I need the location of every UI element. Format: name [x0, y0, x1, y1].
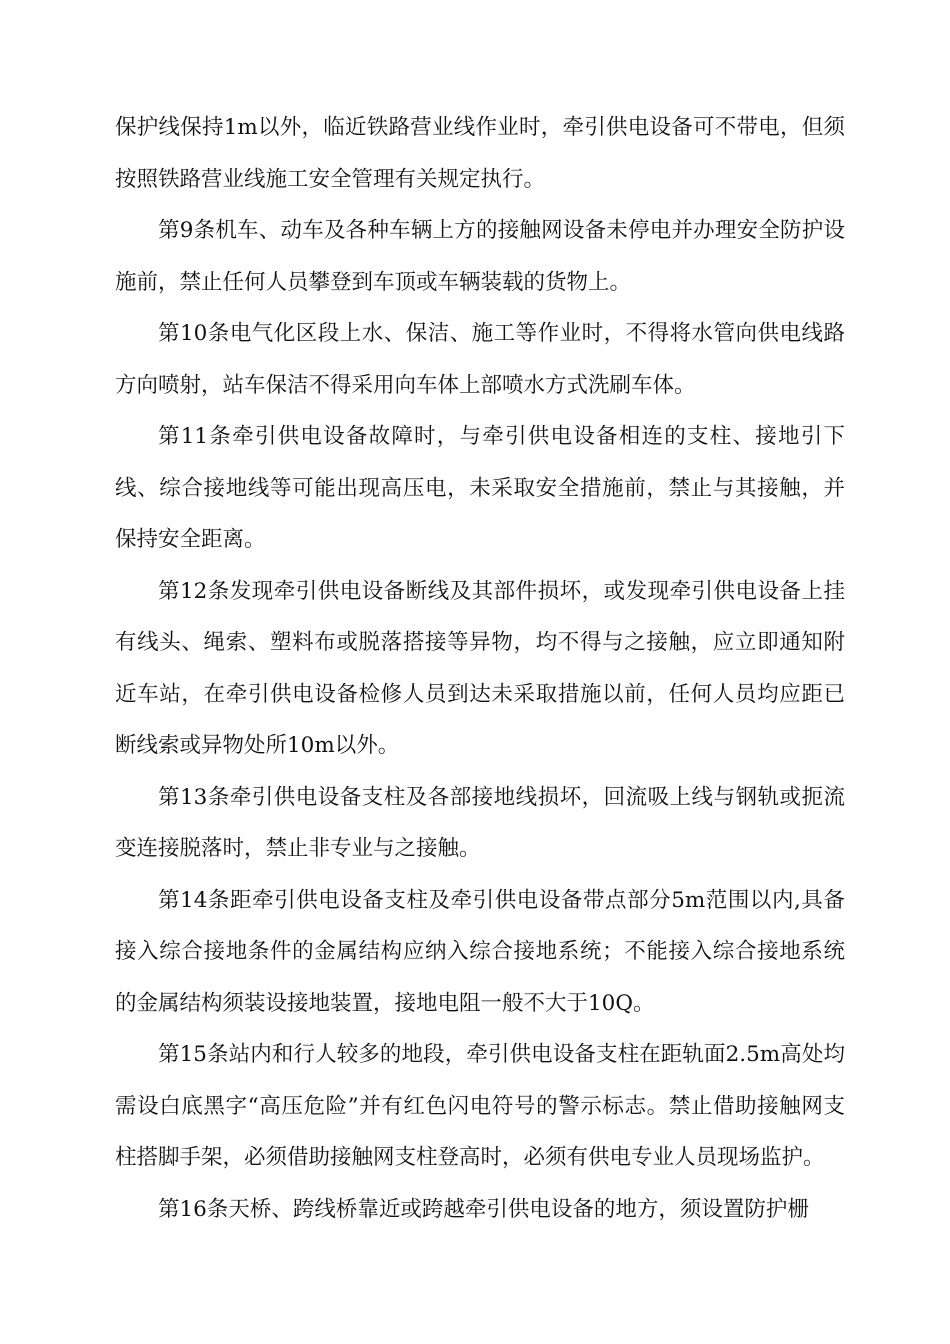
paragraph-article-12: 第12条发现牵引供电设备断线及其部件损坏，或发现牵引供电设备上挂有线头、绳索、塑料布或脱落搭接等异物，均不得与之接触，应立即通知附近车站，在牵引供电设备检修人员到达未采取措施以前，任何人员均应距已断线索或异物处所10m以外。 [115, 578, 845, 758]
paragraph-article-13: 第13条牵引供电设备支柱及各部接地线损坏，回流吸上线与钢轨或扼流变连接脱落时，禁止非专业与之接触。 [115, 784, 845, 861]
paragraph-article-14: 第14条距牵引供电设备支柱及牵引供电设备带点部分5m范围以内,具备接入综合接地条件的金属结构应纳入综合接地系统；不能接入综合接地系统的金属结构须装设接地装置，接地电阻一般不大于10Q。 [115, 887, 845, 1016]
paragraph-article-11: 第11条牵引供电设备故障时，与牵引供电设备相连的支柱、接地引下线、综合接地线等可能出现高压电，未采取安全措施前，禁止与其接触，并保持安全距离。 [115, 424, 845, 552]
paragraph-article-15: 第15条站内和行人较多的地段，牵引供电设备支柱在距轨面2.5m高处均需设白底黑字“高压危险”并有红色闪电符号的警示标志。禁止借助接触网支柱搭脚手架，必须借助接触网支柱登高时，必须有供电专业人员现场监护。 [115, 1042, 845, 1170]
document-body [115, 102, 845, 1235]
paragraph-article-10: 第10条电气化区段上水、保洁、施工等作业时，不得将水管向供电线路方向喷射，站车保洁不得采用向车体上部喷水方式洗刷车体。 [115, 321, 845, 398]
paragraph-article-16: 第16条天桥、跨线桥靠近或跨越牵引供电设备的地方，须设置防护栅 [158, 1196, 809, 1222]
paragraph-article-9: 第9条机车、动车及各种车辆上方的接触网设备未停电并办理安全防护设施前，禁止任何人员攀登到车顶或车辆装载的货物上。 [115, 218, 845, 295]
paragraph-continuation: 保护线保持1m以外，临近铁路营业线作业时，牵引供电设备可不带电，但须按照铁路营业线施工安全管理有关规定执行。 [115, 115, 845, 192]
